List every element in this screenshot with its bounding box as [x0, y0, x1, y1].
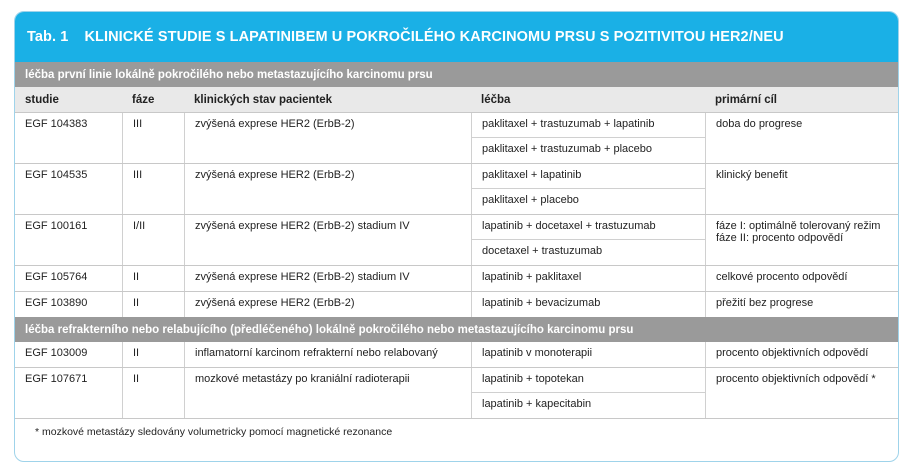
section-heading-refractory: léčba refrakterního nebo relabujícího (předléčeného) lokálně pokročilého nebo metastazujícího karcinomu prsu [15, 317, 898, 342]
cell-treatment-group [471, 342, 705, 367]
cell-treatment-group [471, 368, 705, 418]
cell-treatment: lapatinib + paklitaxel [482, 271, 582, 283]
table-row [15, 113, 898, 164]
cell-state: zvýšená exprese HER2 (ErbB-2) stadium IV [184, 266, 471, 291]
cell-study: EGF 100161 [25, 220, 88, 232]
cell-state: zvýšená exprese HER2 (ErbB-2) [184, 292, 471, 317]
cell-treatment: lapatinib + docetaxel + trastuzumab [472, 215, 705, 240]
cell-goal: procento objektivních odpovědí * [705, 368, 896, 418]
table-row [15, 215, 898, 266]
cell-study: EGF 103890 [25, 297, 88, 309]
cell-treatment: docetaxel + trastuzumab [482, 245, 603, 257]
cell-treatment: lapatinib + bevacizumab [482, 297, 601, 309]
cell-goal: doba do progrese [705, 113, 896, 163]
table-row [15, 368, 898, 418]
cell-phase: II [122, 368, 184, 418]
cell-treatment-group [471, 113, 705, 163]
cell-phase: II [122, 342, 184, 367]
cell-treatment: paklitaxel + trastuzumab + lapatinib [472, 113, 705, 138]
cell-treatment: paklitaxel + lapatinib [472, 164, 705, 189]
cell-study: EGF 104383 [25, 118, 88, 130]
column-header-treatment: léčba [481, 93, 511, 106]
table-card [14, 11, 899, 462]
cell-goal: fáze I: optimálně tolerovaný režim fáze II: procento odpovědí [705, 215, 896, 265]
cell-phase: III [122, 113, 184, 163]
cell-phase: I/II [122, 215, 184, 265]
cell-study: EGF 105764 [25, 271, 88, 283]
cell-study: EGF 103009 [25, 347, 88, 359]
cell-state: zvýšená exprese HER2 (ErbB-2) [184, 164, 471, 214]
cell-phase: II [122, 292, 184, 317]
table-number: Tab. 1 [27, 29, 69, 45]
cell-state: zvýšená exprese HER2 (ErbB-2) stadium IV [184, 215, 471, 265]
cell-treatment: paklitaxel + trastuzumab + placebo [482, 143, 652, 155]
column-header-study: studie [25, 93, 59, 106]
cell-goal: procento objektivních odpovědí [705, 342, 896, 367]
column-header-phase: fáze [132, 93, 155, 106]
section-heading-first-line: léčba první linie lokálně pokročilého nebo metastazujícího karcinomu prsu [15, 62, 898, 87]
column-header-state: klinických stav pacientek [194, 93, 333, 106]
cell-state: mozkové metastázy po kraniální radioterapii [184, 368, 471, 418]
cell-treatment-group [471, 292, 705, 317]
cell-treatment-group [471, 215, 705, 265]
cell-phase: II [122, 266, 184, 291]
cell-goal: celkové procento odpovědí [705, 266, 896, 291]
table-footnote: * mozkové metastázy sledovány volumetricky pomocí magnetické rezonance [15, 418, 898, 438]
table-row [15, 342, 898, 368]
cell-treatment: lapatinib v monoterapii [482, 347, 593, 359]
cell-treatment: lapatinib + kapecitabin [482, 398, 592, 410]
column-header-goal: primární cíl [715, 93, 777, 106]
table-row [15, 266, 898, 292]
cell-treatment-group [471, 266, 705, 291]
cell-treatment: lapatinib + topotekan [472, 368, 705, 393]
table-title-bar [15, 12, 898, 62]
table-title: KLINICKÉ STUDIE S LAPATINIBEM U POKROČILÉHO KARCINOMU PRSU S POZITIVITOU HER2/NEU [84, 29, 784, 45]
section-refractory-body [15, 342, 898, 418]
cell-phase: III [122, 164, 184, 214]
cell-treatment-group [471, 164, 705, 214]
cell-state: inflamatorní karcinom refrakterní nebo relabovaný [184, 342, 471, 367]
table-row [15, 164, 898, 215]
cell-study: EGF 104535 [25, 169, 88, 181]
table-row [15, 292, 898, 317]
cell-study: EGF 107671 [25, 373, 88, 385]
cell-state: zvýšená exprese HER2 (ErbB-2) [184, 113, 471, 163]
cell-goal: klinický benefit [705, 164, 896, 214]
cell-treatment: paklitaxel + placebo [482, 194, 579, 206]
section-first-line-body [15, 113, 898, 317]
cell-goal: přežití bez progrese [705, 292, 896, 317]
column-header-row [15, 87, 898, 113]
